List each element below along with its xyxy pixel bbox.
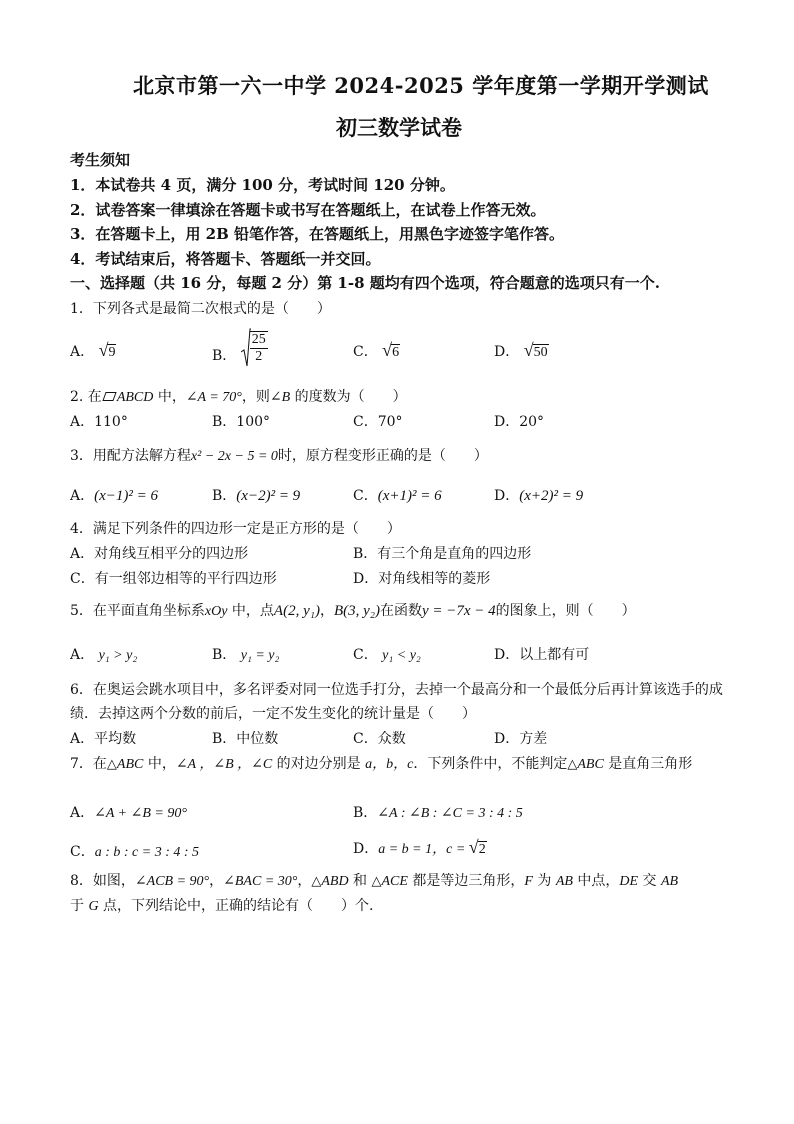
radical: √9 xyxy=(98,340,116,360)
triangle-icon: △ xyxy=(567,757,578,772)
question-3-option-c: C．(x+1)² = 6 xyxy=(353,488,442,504)
question-8-line-1: 8．如图，∠ACB = 90°，∠BAC = 30°，△ABD 和 △ACE 都是等边三角形，F 为 AB 中点，DE 交 AB xyxy=(70,873,679,889)
notice-item-1: 1．本试卷共 4 页，满分 100 分，考试时间 120 分钟。 xyxy=(70,176,455,194)
option-label: D． xyxy=(494,344,520,360)
question-1-option-c xyxy=(353,340,400,361)
question-5-option-a: A． y₁ > y₂ xyxy=(70,647,138,663)
option-label: C． xyxy=(353,344,378,360)
radicand: 50 xyxy=(533,345,548,360)
numerator: 25 xyxy=(251,332,266,347)
option-label: A． xyxy=(70,344,95,360)
question-5-stem: 5．在平面直角坐标系xOy 中，点A(2, y₁)，B(3, y₂)在函数y = −7x − 4的图象上，则（ ） xyxy=(70,603,636,619)
question-3-stem: 3．用配方法解方程x² − 2x − 5 = 0时，原方程变形正确的是（ ） xyxy=(70,448,488,464)
question-5-option-c: C． y₁ < y₂ xyxy=(353,647,421,663)
question-8-line-2: 于 G 点，下列结论中，正确的结论有（ ）个. xyxy=(70,898,374,914)
question-6-line-2: 绩．去掉这两个分数的前后，一定不发生变化的统计量是（ ） xyxy=(70,706,476,722)
section-heading: 一、选择题（共 16 分，每题 2 分）第 1-8 题均有四个选项，符合题意的选项只有一个. xyxy=(70,274,660,292)
question-3-option-b: B．(x−2)² = 9 xyxy=(212,488,301,504)
page-subtitle: 初三数学试卷 xyxy=(336,115,462,140)
notice-item-4: 4．考试结束后，将答题卡、答题纸一并交回。 xyxy=(70,250,381,268)
question-4-option-a: A．对角线互相平分的四边形 xyxy=(70,546,249,562)
equation: x² − 2x − 5 = 0 xyxy=(190,449,278,464)
denominator: 2 xyxy=(255,349,263,364)
question-7-option-d: D．a = b = 1，c = √2 xyxy=(353,837,486,857)
question-1-option-a xyxy=(70,340,116,361)
question-6-option-d: D．方差 xyxy=(494,731,548,747)
question-4-option-d: D．对角线相等的菱形 xyxy=(353,571,491,587)
radicand: 9 xyxy=(108,345,116,360)
radical: √2 xyxy=(468,837,486,857)
question-4-option-b: B．有三个角是直角的四边形 xyxy=(353,546,532,562)
question-6-option-b: B．中位数 xyxy=(212,731,279,747)
notice-heading: 考生须知 xyxy=(70,151,131,169)
question-4-option-c: C．有一组邻边相等的平行四边形 xyxy=(70,571,277,587)
question-6-option-c: C．众数 xyxy=(353,731,406,747)
question-6-line-1: 6．在奥运会跳水项目中，多名评委对同一位选手打分，去掉一个最高分和一个最低分后再计算该选手的成 xyxy=(70,682,723,698)
question-7-option-a: A．∠A + ∠B = 90° xyxy=(70,805,187,821)
question-1-option-b xyxy=(212,328,268,368)
page-title: 北京市第一六一中学 2024-2025 学年度第一学期开学测试 xyxy=(133,73,709,98)
radical-fraction xyxy=(241,328,268,368)
notice-item-2: 2．试卷答案一律填涂在答题卡或书写在答题纸上，在试卷上作答无效。 xyxy=(70,201,546,219)
radicand: 6 xyxy=(392,345,400,360)
question-4-stem: 4．满足下列条件的四边形一定是正方形的是（ ） xyxy=(70,521,401,537)
triangle-icon: △ xyxy=(106,757,117,772)
question-3-option-d: D．(x+2)² = 9 xyxy=(494,488,584,504)
question-2-option-d: D．20° xyxy=(494,414,545,430)
triangle-icon: △ xyxy=(311,874,322,889)
question-5-option-b: B． y₁ = y₂ xyxy=(212,647,280,663)
question-7-option-b: B．∠A : ∠B : ∠C = 3 : 4 : 5 xyxy=(353,805,523,821)
question-5-option-d: D．以上都有可 xyxy=(494,647,590,663)
question-1-option-d xyxy=(494,340,549,361)
triangle-icon: △ xyxy=(371,874,382,889)
radical: √6 xyxy=(382,340,400,360)
question-7-option-c: C．a : b : c = 3 : 4 : 5 xyxy=(70,844,200,860)
radical: √50 xyxy=(523,340,548,360)
notice-item-3: 3．在答题卡上，用 2B 铅笔作答，在答题纸上，用黑色字迹签字笔作答。 xyxy=(70,225,564,243)
option-label: B． xyxy=(212,348,237,364)
question-2-option-a: A．110° xyxy=(70,414,128,430)
question-2-stem: 2. 在 ABCD 中，∠A = 70°，则∠B 的度数为（ ） xyxy=(70,389,407,405)
question-7-stem: 7．在△ABC 中，∠A ，∠B ，∠C 的对边分别是 a，b，c．下列条件中，不能判定△ABC 是直角三角形 xyxy=(70,756,693,772)
parallelogram-icon xyxy=(102,392,116,401)
fraction xyxy=(250,331,268,365)
radicand: 2 xyxy=(478,842,486,857)
question-2-option-c: C．70° xyxy=(353,414,403,430)
question-1-stem: 1．下列各式是最简二次根式的是（ ） xyxy=(70,301,331,317)
question-2-option-b: B．100° xyxy=(212,414,271,430)
question-3-option-a: A．(x−1)² = 6 xyxy=(70,488,159,504)
question-6-option-a: A．平均数 xyxy=(70,731,137,747)
